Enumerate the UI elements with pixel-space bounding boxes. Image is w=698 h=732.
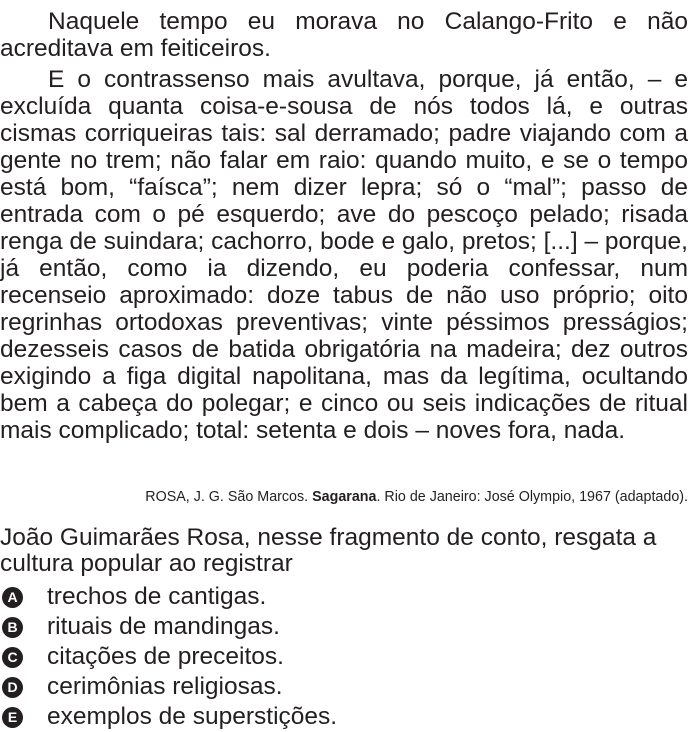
option-d-letter: D: [2, 677, 23, 698]
answer-options: [0, 582, 688, 732]
option-b-text: rituais de mandingas.: [47, 613, 280, 640]
option-e[interactable]: [0, 702, 688, 732]
passage-paragraph-2: E o contrassenso mais avultava, porque, já então, – e excluída quanta coisa-e-sousa de nós todos lá, e outras cismas corriqueiras tais: sal derramado; padre viajando com a gente no trem; não falar em raio: quando muito, e se o tempo está bom, “faísca”; nem dizer lepra; só o “mal”; passo de entrada com o pé esquerdo; ave do pescoço pelado; risada renga de suindara; cachorro, bode e galo, pretos; [...] – porque, já então, como ia dizendo, eu poderia confessar, num recenseio aproximado: doze tabus de não uso próprio; oito regrinhas ortodoxas preventivas; vinte péssimos presságios; dezesseis casos de batida obrigatória na madeira; dez outros exigindo a figa digital napolitana, mas da legítima, ocultando bem a cabeça do polegar; e cinco ou seis indicações de ritual mais complicado; total: setenta e dois – noves fora, nada.: [0, 66, 688, 444]
option-d-text: cerimônias religiosas.: [47, 673, 283, 700]
option-c[interactable]: [0, 642, 688, 672]
option-b-letter: B: [2, 617, 23, 638]
option-e-text: exemplos de superstições.: [47, 703, 338, 730]
option-a-text: trechos de cantigas.: [47, 583, 267, 610]
question-stem: João Guimarães Rosa, nesse fragmento de conto, resgata a cultura popular ao registrar: [0, 524, 657, 577]
option-a-letter: A: [2, 587, 23, 608]
passage-paragraph-1: Naquele tempo eu morava no Calango-Frito e não acreditava em feiticeiros.: [0, 8, 688, 62]
option-a[interactable]: [0, 582, 688, 612]
option-d[interactable]: [0, 672, 688, 702]
option-c-text: citações de preceitos.: [47, 643, 284, 670]
citation-author: ROSA, J. G. São Marcos.: [145, 489, 313, 505]
citation-book-title: Sagarana: [312, 489, 377, 505]
option-c-letter: C: [2, 647, 23, 668]
option-e-letter: E: [2, 707, 23, 728]
citation-publisher: . Rio de Janeiro: José Olympio, 1967 (adaptado).: [376, 489, 688, 505]
option-b[interactable]: [0, 612, 688, 642]
story-passage: [0, 8, 688, 444]
source-citation: [145, 488, 688, 506]
